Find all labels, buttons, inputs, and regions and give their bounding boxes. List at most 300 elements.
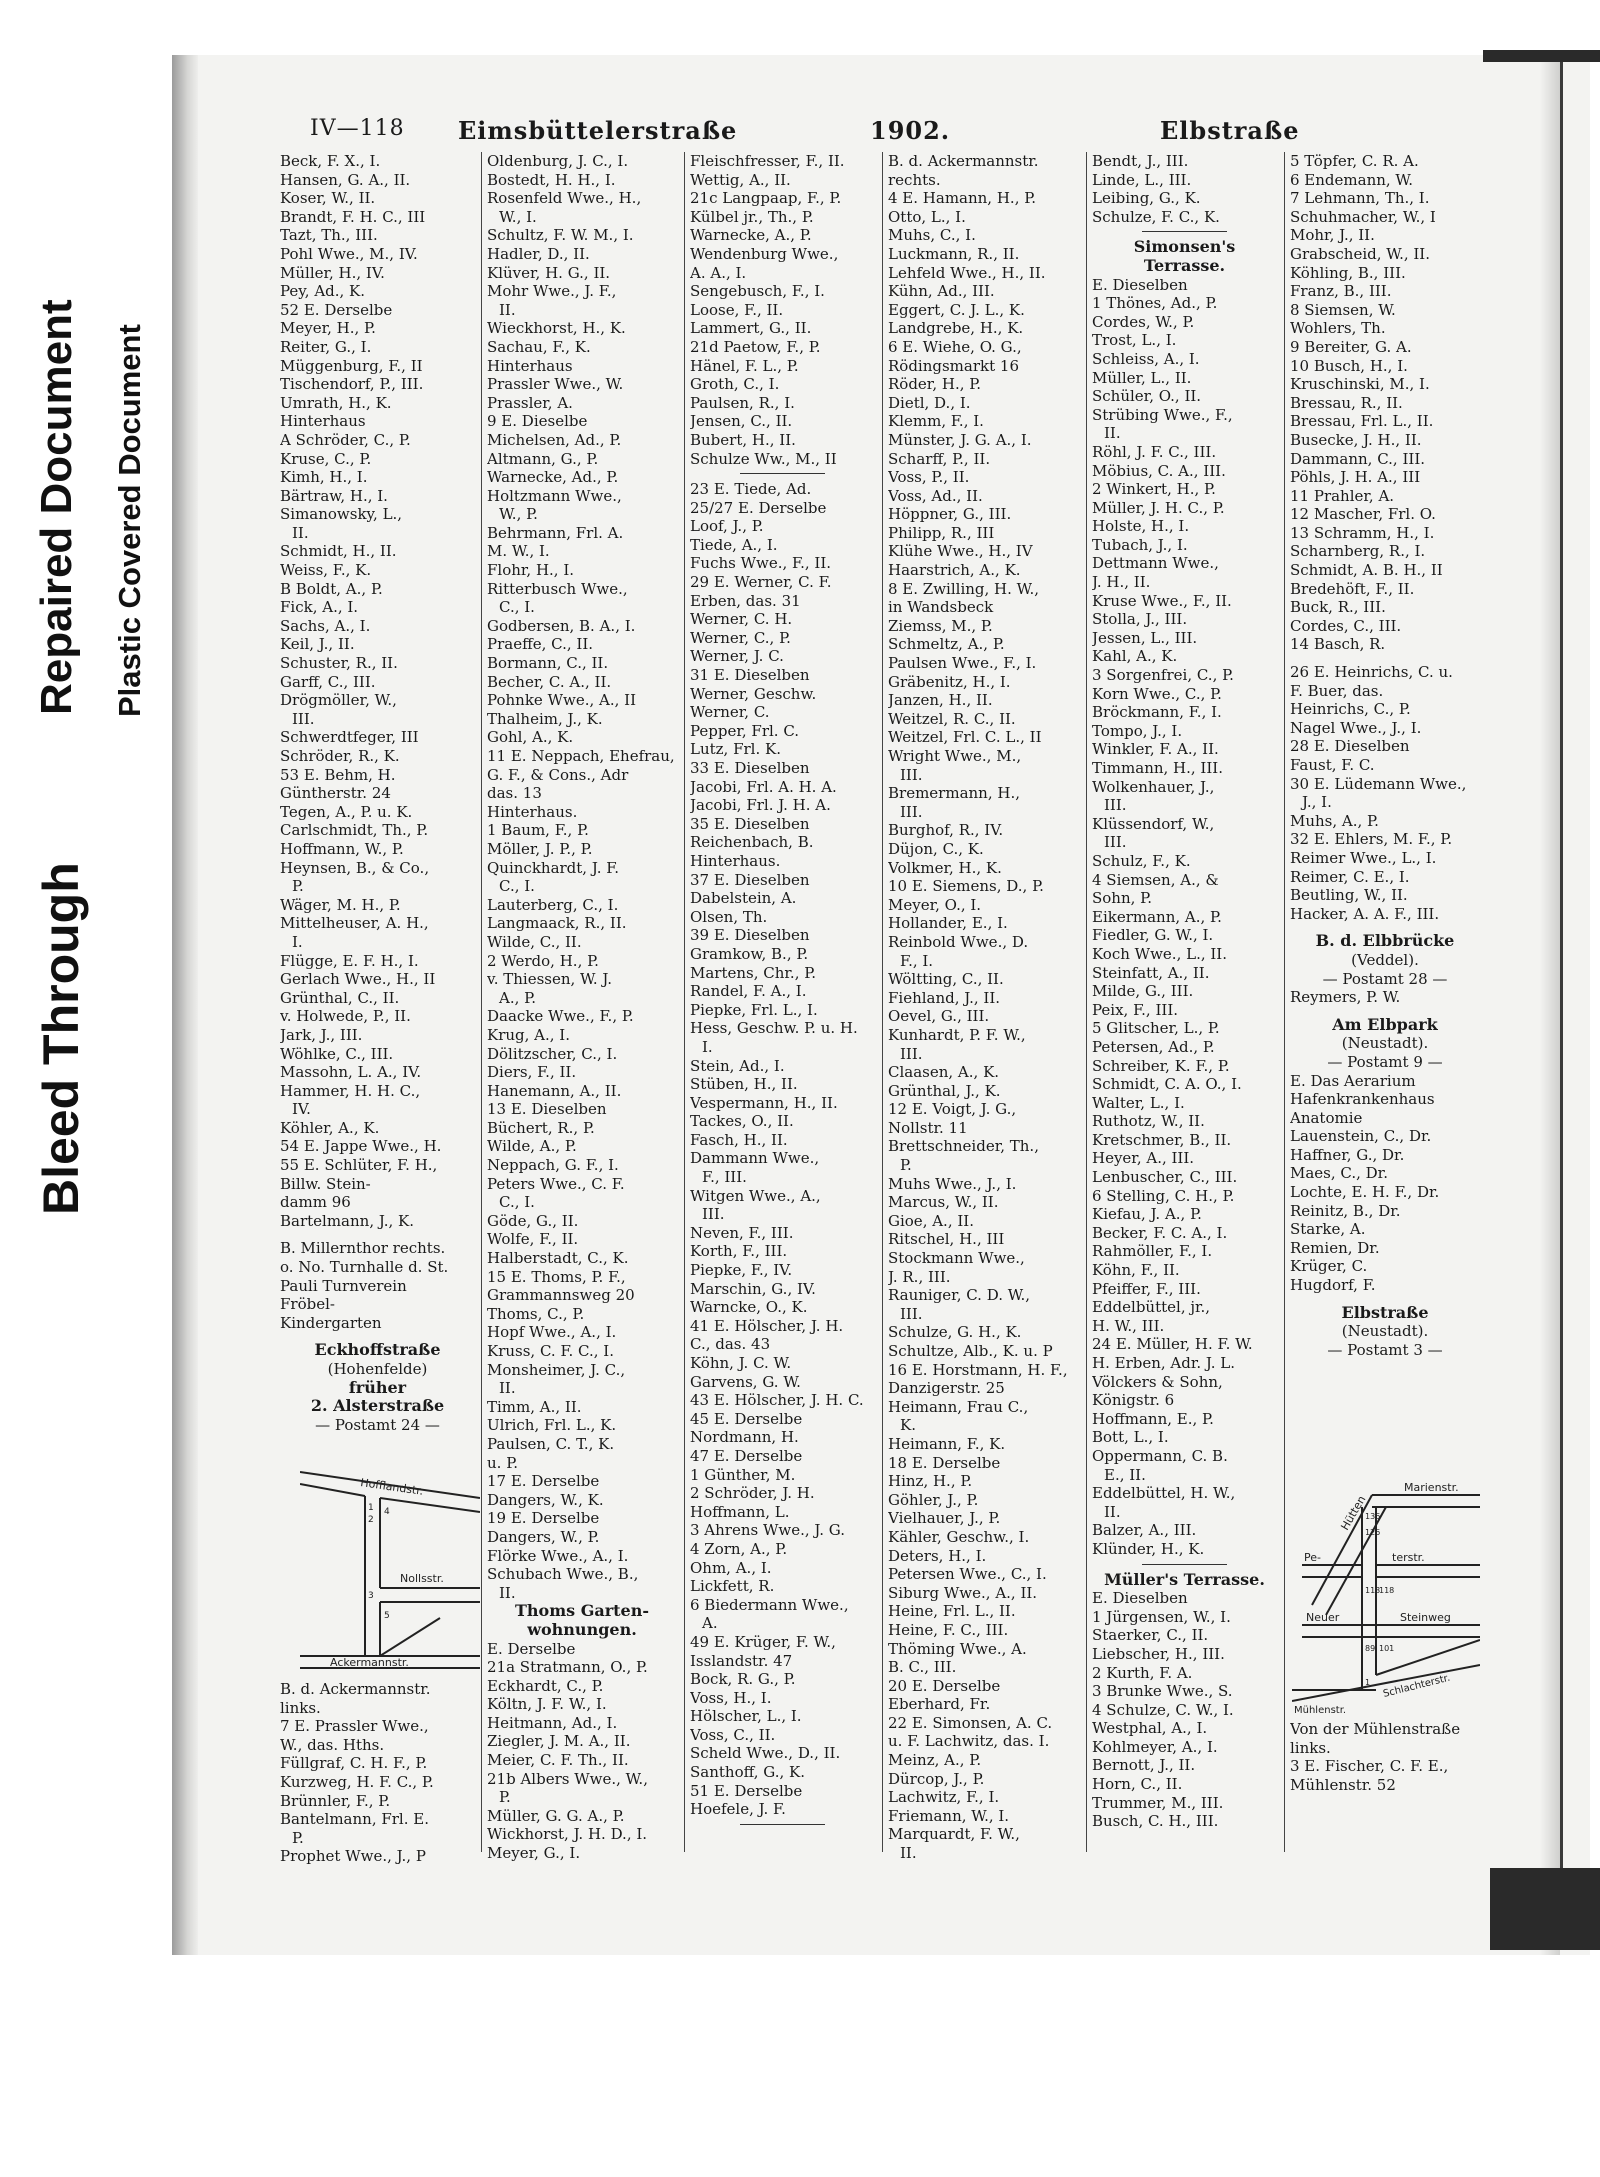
directory-entry	[1290, 1295, 1480, 1304]
directory-entry: Cordes, C., III.	[1290, 616, 1402, 635]
directory-entry: Kruss, C. F. C., I.	[487, 1342, 614, 1360]
directory-entry: Staerker, C., II.	[1092, 1626, 1209, 1645]
directory-entry: 22 E. Simonsen, A. C.	[888, 1713, 1053, 1732]
directory-entry: Erben, das. 31	[690, 591, 801, 610]
column-6	[1290, 152, 1480, 1359]
directory-entry: Groth, C., I.	[690, 375, 780, 394]
directory-entry: Schröder, R., K.	[280, 747, 400, 765]
directory-entry: Warnecke, Ad., P.	[487, 468, 619, 487]
directory-entry: Gohl, A., K.	[487, 728, 574, 747]
directory-entry: 7 E. Prassler Wwe.,	[280, 1717, 429, 1736]
directory-entry: Meyer, O., I.	[888, 895, 982, 914]
directory-entry: 8 E. Zwilling, H. W.,	[888, 579, 1039, 598]
directory-entry: Wilde, C., II.	[487, 932, 582, 951]
directory-entry: Friemann, W., I.	[888, 1806, 1010, 1825]
directory-entry: III.	[292, 709, 315, 728]
directory-page	[280, 110, 1480, 1910]
directory-entry: Tegen, A., P. u. K.	[280, 802, 413, 821]
directory-entry: Müggenburg, F., II	[280, 356, 423, 375]
directory-entry: Stolla, J., III.	[1092, 610, 1188, 629]
directory-entry	[280, 1332, 475, 1341]
map-number: 2	[368, 1515, 374, 1525]
directory-entry: I.	[292, 932, 303, 951]
directory-entry: Simanowsky, L.,	[280, 505, 403, 524]
directory-entry: Anatomie	[1290, 1108, 1363, 1127]
directory-entry: II.	[499, 1583, 516, 1602]
directory-entry: Köhn, J. C. W.	[690, 1354, 792, 1372]
directory-entry: Bernott, J., II.	[1092, 1756, 1196, 1775]
directory-entry: Scharff, P., II.	[888, 449, 991, 468]
directory-entry: Volkmer, H., K.	[888, 858, 1002, 877]
directory-entry: 37 E. Dieselben	[690, 870, 810, 889]
directory-entry: Heine, Frl. L., II.	[888, 1602, 1016, 1621]
directory-entry: 4 Schulze, C. W., I.	[1092, 1700, 1234, 1719]
directory-entry: Ritterbusch Wwe.,	[487, 579, 628, 598]
directory-entry: 24 E. Müller, H. F. W.	[1092, 1335, 1253, 1354]
directory-entry: A Schröder, C., P.	[280, 430, 411, 449]
directory-entry: 2 Schröder, J. H.	[690, 1484, 815, 1503]
directory-entry: Drögmöller, W.,	[280, 691, 397, 710]
directory-entry: Faust, F. C.	[1290, 756, 1375, 774]
directory-entry: Luckmann, R., II.	[888, 244, 1020, 263]
directory-entry: C., das. 43	[690, 1335, 771, 1354]
directory-entry: III.	[900, 765, 923, 784]
directory-entry: Heine, F. C., III.	[888, 1620, 1009, 1639]
directory-entry: Voss, P., II.	[888, 468, 970, 487]
directory-entry: F., III.	[702, 1168, 747, 1187]
directory-entry: Pohnke Wwe., A., II	[487, 691, 636, 710]
directory-entry: 39 E. Dieselben	[690, 926, 810, 945]
section-heading: Terrasse.	[1143, 256, 1226, 275]
directory-entry: Grammannsweg 20	[487, 1286, 635, 1305]
directory-entry: Bredehöft, F., II.	[1290, 579, 1415, 598]
directory-entry: Lehfeld Wwe., H., II.	[888, 263, 1046, 282]
directory-entry: Hölscher, L., I.	[690, 1707, 802, 1726]
directory-entry: Meyer, H., P.	[280, 319, 376, 338]
directory-entry: Bröckmann, F., I.	[1092, 703, 1222, 722]
directory-entry: 35 E. Dieselben	[690, 814, 810, 833]
directory-entry: Steinfatt, A., II.	[1092, 963, 1210, 982]
directory-entry: Eddelbüttel, jr.,	[1092, 1298, 1211, 1317]
directory-entry: Isslandstr. 47	[690, 1651, 793, 1670]
directory-entry: Korn Wwe., C., P.	[1092, 684, 1222, 703]
directory-entry: Gramkow, B., P.	[690, 944, 809, 963]
directory-entry: u. F. Lachwitz, das. I.	[888, 1732, 1050, 1751]
directory-entry: Kurzweg, H. F. C., P.	[280, 1772, 434, 1791]
map-label-neuer: Neuer	[1306, 1611, 1340, 1624]
directory-entry: Westphal, A., I.	[1092, 1719, 1208, 1738]
directory-entry: Ohm, A., I.	[690, 1558, 772, 1577]
directory-entry: Holtzmann Wwe.,	[487, 486, 622, 505]
directory-entry: 3 Sorgenfrei, C., P.	[1092, 666, 1234, 685]
section-heading: B. d. Elbbrücke	[1315, 932, 1455, 951]
directory-entry: Deters, H., I.	[888, 1546, 987, 1565]
directory-entry: 20 E. Derselbe	[888, 1676, 1001, 1695]
directory-entry: 21d Paetow, F., P.	[690, 337, 821, 356]
directory-entry: 54 E. Jappe Wwe., H.	[280, 1137, 442, 1156]
directory-entry: W., P.	[499, 505, 538, 524]
directory-entry: Klüver, H. G., II.	[487, 263, 611, 282]
directory-entry: E. Das Aerarium	[1290, 1071, 1416, 1090]
directory-entry: Klühe Wwe., H., IV	[888, 542, 1033, 561]
directory-entry: Schultz, F. W. M., I.	[487, 226, 634, 245]
directory-entry: 10 Busch, H., I.	[1290, 356, 1408, 375]
directory-entry: Praeffe, C., II.	[487, 635, 594, 654]
directory-entry: (Hohenfelde)	[327, 1360, 428, 1378]
directory-entry: 41 E. Hölscher, J. H.	[690, 1316, 844, 1335]
section-heading: Elbstraße	[1341, 1303, 1429, 1322]
directory-entry: Jark, J., III.	[280, 1025, 363, 1044]
directory-entry: 17 E. Derselbe	[487, 1472, 600, 1491]
directory-entry: Pey, Ad., K.	[280, 282, 366, 301]
directory-entry: Petersen, Ad., P.	[1092, 1037, 1215, 1056]
directory-entry: Langmaack, R., II.	[487, 914, 627, 933]
directory-entry: 3 E. Fischer, C. F. E.,	[1290, 1757, 1449, 1776]
directory-entry: 9 E. Dieselbe	[487, 412, 588, 431]
map-number: 5	[384, 1611, 390, 1621]
directory-entry: Dabelstein, A.	[690, 889, 797, 908]
directory-entry: Wolkenhauer, J.,	[1092, 777, 1215, 796]
section-heading: Müller's Terrasse.	[1104, 1570, 1265, 1589]
column-6-bottom	[1290, 1720, 1480, 1794]
directory-entry: Wickhorst, J. H. D., I.	[487, 1825, 648, 1844]
directory-entry: Schubach Wwe., B.,	[487, 1565, 639, 1584]
directory-entry: Trummer, M., III.	[1092, 1793, 1224, 1812]
directory-entry: Siburg Wwe., A., II.	[888, 1583, 1038, 1602]
directory-entry	[1290, 654, 1480, 663]
directory-entry: 21a Stratmann, O., P.	[487, 1658, 648, 1677]
directory-entry: Carlschmidt, Th., P.	[280, 821, 429, 840]
directory-entry: Hafenkrankenhaus	[1290, 1090, 1435, 1109]
directory-entry: Cordes, W., P.	[1092, 312, 1195, 331]
directory-entry: Becker, F. C. A., I.	[1092, 1223, 1228, 1242]
directory-entry: Lauterberg, C., I.	[487, 895, 619, 914]
directory-entry: 45 E. Derselbe	[690, 1409, 803, 1428]
directory-entry: Stockmann Wwe.,	[888, 1249, 1025, 1268]
directory-entry: Voss, Ad., II.	[888, 486, 983, 505]
directory-entry: Röhl, J. F. C., III.	[1092, 442, 1217, 461]
directory-entry: Wieckhorst, H., K.	[487, 319, 626, 338]
directory-entry: W., das. Hths.	[280, 1735, 385, 1754]
directory-entry: v. Thiessen, W. J.	[487, 970, 612, 989]
directory-entry: — Postamt 3 —	[1327, 1340, 1443, 1359]
directory-entry: Piepke, F., IV.	[690, 1261, 793, 1280]
directory-entry: J. R., III.	[888, 1267, 951, 1286]
directory-entry: Marschin, G., IV.	[690, 1279, 816, 1298]
directory-entry: Oppermann, C. B.	[1092, 1446, 1228, 1465]
directory-entry: Güntherstr. 24	[280, 784, 391, 803]
directory-entry: Füllgraf, C. H. F., P.	[280, 1754, 428, 1773]
directory-entry: Meier, C. F. Th., II.	[487, 1751, 629, 1770]
directory-entry: Schüler, O., II.	[1092, 387, 1202, 406]
directory-entry: Eberhard, Fr.	[888, 1695, 991, 1714]
directory-entry: 11 E. Neppach, Ehefrau,	[487, 747, 675, 765]
directory-entry: Krug, A., I.	[487, 1025, 571, 1044]
directory-entry: M. W., I.	[487, 542, 550, 561]
directory-entry: E. Dieselben	[1092, 275, 1188, 294]
directory-entry: Horn, C., II.	[1092, 1775, 1183, 1794]
directory-entry: Ziemss, M., P.	[888, 616, 993, 635]
directory-entry: Hopf Wwe., A., I.	[487, 1323, 617, 1342]
directory-entry: F. Buer, das.	[1290, 681, 1384, 700]
directory-entry: Schmidt, A. B. H., II	[1290, 561, 1443, 580]
map-number: 136	[1365, 1512, 1381, 1521]
directory-entry: Schmidt, C. A. O., I.	[1092, 1075, 1242, 1094]
page-edge-shadow	[1540, 55, 1560, 1955]
directory-entry: Mohr Wwe., J. F.,	[487, 282, 617, 301]
directory-entry: P.	[292, 1828, 304, 1847]
directory-entry: 18 E. Derselbe	[888, 1453, 1001, 1472]
map-number: 4	[384, 1507, 390, 1517]
directory-entry: Quinckhardt, J. F.	[487, 858, 620, 877]
map-number: 1	[1365, 1678, 1371, 1687]
directory-entry: Walter, L., I.	[1092, 1093, 1185, 1112]
section-rule	[1092, 1559, 1277, 1571]
directory-entry: Dürcop, J., P.	[888, 1769, 985, 1788]
section-heading: Simonsen's	[1133, 238, 1236, 257]
directory-entry: Jacobi, Frl. A. H. A.	[690, 777, 837, 796]
directory-entry: Oldenburg, J. C., I.	[487, 152, 629, 170]
directory-entry: Haarstrich, A., K.	[888, 561, 1021, 580]
map-number: 101	[1379, 1644, 1395, 1653]
directory-entry: Tischendorf, P., III.	[280, 375, 424, 394]
directory-entry: Hadler, D., II.	[487, 244, 590, 263]
map-label-schlachterstr: Schlachterstr.	[1382, 1672, 1452, 1700]
directory-entry: Muhs, C., I.	[888, 226, 976, 245]
directory-entry: Becher, C. A., II.	[487, 672, 612, 691]
directory-entry: Dietl, D., I.	[888, 393, 971, 412]
directory-entry: Wilde, A., P.	[487, 1137, 577, 1156]
directory-entry: Ruthotz, W., II.	[1092, 1112, 1205, 1131]
directory-entry: Hinz, H., P.	[888, 1472, 973, 1491]
directory-entry: das. 13	[487, 784, 542, 803]
directory-entry: Oevel, G., III.	[888, 1007, 990, 1026]
directory-entry: Bärtraw, H., I.	[280, 486, 388, 505]
directory-entry: 33 E. Dieselben	[690, 759, 810, 777]
directory-entry: Sengebusch, F., I.	[690, 282, 825, 301]
directory-entry: Remien, Dr.	[1290, 1238, 1380, 1257]
directory-entry: 13 E. Dieselben	[487, 1100, 607, 1119]
directory-entry: 47 E. Derselbe	[690, 1446, 803, 1465]
directory-entry: Flörke Wwe., A., I.	[487, 1546, 629, 1565]
directory-entry: 28 E. Dieselben	[1290, 737, 1410, 756]
directory-entry: I.	[702, 1037, 713, 1056]
directory-entry: E. Dieselben	[1092, 1589, 1188, 1608]
directory-entry: Jacobi, Frl. J. H. A.	[690, 796, 831, 815]
directory-entry: Ritschel, H., III	[888, 1230, 1005, 1249]
map-label-nollsstr: Nollsstr.	[400, 1572, 444, 1585]
directory-entry: Kunhardt, P. F. W.,	[888, 1025, 1026, 1044]
section-rule	[1092, 226, 1277, 238]
directory-entry: Müller, J. H. C., P.	[1092, 498, 1225, 517]
directory-entry: Heimann, F., K.	[888, 1434, 1006, 1453]
directory-entry: Heyer, A., III.	[1092, 1149, 1195, 1168]
directory-entry: Völckers & Sohn,	[1092, 1372, 1223, 1391]
directory-entry: Königstr. 6	[1092, 1391, 1175, 1410]
binding-edge	[172, 55, 198, 1955]
section-heading: Thoms Garten-	[514, 1602, 650, 1621]
directory-entry: Hoffmann, L.	[690, 1502, 790, 1521]
running-head	[310, 116, 1460, 156]
directory-entry: — Postamt 28 —	[1322, 969, 1448, 988]
column-1-bottom	[280, 1680, 475, 1866]
directory-entry: Münster, J. G. A., I.	[888, 430, 1032, 449]
directory-entry: E. Derselbe	[487, 1639, 576, 1658]
directory-entry: Krüger, C.	[1290, 1257, 1368, 1276]
directory-entry: Höppner, G., III.	[888, 505, 1012, 524]
directory-entry: C., I.	[499, 598, 535, 617]
directory-entry: 25/27 E. Derselbe	[690, 498, 827, 517]
directory-entry: Göhler, J., P.	[888, 1490, 979, 1509]
directory-entry: 21c Langpaap, F., P.	[690, 189, 842, 208]
directory-entry: Garvens, G. W.	[690, 1372, 801, 1391]
column-divider	[882, 152, 883, 1852]
directory-entry: Stüben, H., II.	[690, 1075, 798, 1094]
directory-entry: Hacker, A. A. F., III.	[1290, 904, 1440, 923]
directory-entry: Schulze, G. H., K.	[888, 1323, 1022, 1342]
section-heading: 2. Alsterstraße	[310, 1397, 445, 1416]
directory-entry: Jensen, C., II.	[690, 412, 793, 431]
map-label-peterstr-2: terstr.	[1392, 1551, 1425, 1564]
directory-entry: Rödingsmarkt 16	[888, 356, 1019, 375]
directory-entry: Beck, F. X., I.	[280, 152, 381, 170]
directory-entry: Marcus, W., II.	[888, 1193, 999, 1212]
directory-entry: P.	[292, 877, 304, 896]
directory-entry: Sachs, A., I.	[280, 616, 371, 635]
directory-entry: Bendt, J., III.	[1092, 152, 1189, 170]
directory-entry: Kretschmer, B., II.	[1092, 1130, 1232, 1149]
directory-entry: damm 96	[280, 1193, 351, 1212]
section-heading: wohnungen.	[527, 1620, 637, 1639]
directory-entry: 2 Winkert, H., P.	[1092, 480, 1216, 499]
directory-entry: 9 Bereiter, G. A.	[1290, 337, 1412, 356]
directory-entry: Rahmöller, F., I.	[1092, 1242, 1213, 1261]
directory-entry: II.	[1104, 1502, 1121, 1521]
directory-entry: Kruse, C., P.	[280, 449, 372, 468]
directory-entry: Janzen, H., II.	[888, 691, 993, 710]
directory-entry: 43 E. Hölscher, J. H. C.	[690, 1391, 864, 1410]
directory-entry: Schwerdtfeger, III	[280, 728, 419, 747]
directory-entry: Schmidt, H., II.	[280, 542, 397, 561]
section-heading: früher	[348, 1378, 407, 1397]
directory-entry: links.	[280, 1698, 321, 1717]
section-heading: Eckhoffstraße	[314, 1341, 441, 1360]
directory-entry: Müller, H., IV.	[280, 263, 385, 282]
directory-entry: Trost, L., I.	[1092, 331, 1177, 350]
directory-entry: Thoms, C., P.	[487, 1304, 585, 1323]
directory-entry: Schleiss, A., I.	[1092, 349, 1200, 368]
directory-entry: Kohlmeyer, A., I.	[1092, 1737, 1218, 1756]
directory-entry: Reymers, P. W.	[1290, 988, 1401, 1007]
directory-entry: Rosenfeld Wwe., H.,	[487, 189, 642, 208]
directory-entry: Prassler, A.	[487, 393, 573, 412]
directory-entry: 15 E. Thoms, P. F.,	[487, 1267, 626, 1286]
directory-entry: Kimh, H., I.	[280, 468, 368, 487]
directory-entry: Bormann, C., II.	[487, 654, 609, 673]
directory-entry: Köhn, F., II.	[1092, 1261, 1180, 1280]
column-divider	[684, 152, 685, 1852]
directory-entry: Kahl, A., K.	[1092, 647, 1178, 666]
directory-entry: 31 E. Dieselben	[690, 666, 810, 685]
directory-entry: Werner, C., P.	[690, 628, 791, 647]
directory-entry: 6 Biedermann Wwe.,	[690, 1595, 849, 1614]
year-heading: 1902.	[870, 116, 951, 145]
directory-entry: Weiss, F., K.	[280, 561, 372, 580]
directory-entry: B. C., III.	[888, 1658, 957, 1677]
directory-entry: 5 Glitscher, L., P.	[1092, 1019, 1220, 1038]
column-5	[1092, 152, 1277, 1831]
directory-entry: Scheld Wwe., D., II.	[690, 1744, 841, 1763]
directory-entry: Muhs, A., P.	[1290, 811, 1379, 830]
map-number: 113	[1365, 1586, 1381, 1595]
directory-entry: Werner, Geschw.	[690, 684, 817, 703]
section-rule	[690, 468, 875, 480]
directory-entry: Hinterhaus	[487, 356, 573, 375]
directory-entry: Fiedler, G. W., I.	[1092, 926, 1214, 945]
directory-entry: Martens, Chr., P.	[690, 963, 817, 982]
directory-entry: v. Holwede, P., II.	[280, 1007, 411, 1026]
column-2	[487, 152, 677, 1863]
directory-entry: Reimer Wwe., L., I.	[1290, 848, 1437, 867]
directory-entry: Milde, G., III.	[1092, 982, 1194, 1001]
directory-entry: 21b Albers Wwe., W.,	[487, 1769, 648, 1788]
directory-entry: o. No. Turnhalle d. St.	[280, 1258, 449, 1277]
directory-entry: Lachwitz, F., I.	[888, 1788, 1000, 1807]
directory-entry: Werner, C. H.	[690, 610, 793, 629]
directory-entry: Wöhlke, C., III.	[280, 1044, 394, 1063]
directory-entry: Wolfe, F., II.	[487, 1230, 579, 1249]
directory-entry: 4 Zorn, A., P.	[690, 1539, 788, 1558]
directory-entry: Kiefau, J. A., P.	[1092, 1205, 1202, 1224]
directory-entry: Wendenburg Wwe.,	[690, 244, 839, 263]
directory-entry: 1 Jürgensen, W., I.	[1092, 1607, 1231, 1626]
directory-entry: Bantelmann, Frl. E.	[280, 1810, 429, 1829]
column-4	[888, 152, 1078, 1863]
directory-entry: Burghof, R., IV.	[888, 821, 1004, 840]
directory-entry: Schulze, F. C., K.	[1092, 207, 1220, 226]
directory-entry: 4 E. Hamann, H., P.	[888, 189, 1037, 208]
directory-entry: Fasch, H., II.	[690, 1130, 788, 1149]
directory-entry: Piepke, Frl. L., I.	[690, 1000, 818, 1019]
directory-entry: Kindergarten	[280, 1313, 382, 1332]
directory-entry: Möller, J. P., P.	[487, 839, 593, 858]
directory-entry: 6 E. Wiehe, O. G.,	[888, 337, 1022, 356]
directory-entry: K.	[900, 1416, 916, 1435]
directory-entry: Fick, A., I.	[280, 598, 359, 617]
directory-entry: Werner, C.	[690, 703, 770, 722]
directory-entry: Buck, R., III.	[1290, 598, 1386, 617]
directory-entry: Weitzel, R. C., II.	[888, 709, 1016, 728]
map-number: 1	[368, 1503, 374, 1513]
map-number: 89	[1365, 1644, 1376, 1653]
directory-entry: Hammer, H. H. C.,	[280, 1081, 421, 1100]
directory-entry: u. P.	[487, 1453, 519, 1472]
binder-clip-bottom	[1490, 1868, 1600, 1950]
directory-entry: Neven, F., III.	[690, 1223, 794, 1242]
page-number: IV—118	[310, 116, 405, 141]
directory-entry: 30 E. Lüdemann Wwe.,	[1290, 774, 1467, 793]
directory-entry: Winkler, F. A., II.	[1092, 740, 1219, 759]
directory-entry: Reiter, G., I.	[280, 337, 372, 356]
directory-entry: Tazt, Th., III.	[280, 226, 378, 245]
directory-entry: Bubert, H., II.	[690, 430, 796, 449]
directory-entry: Voss, H., I.	[690, 1688, 772, 1707]
directory-entry: Wright Wwe., M.,	[888, 747, 1022, 765]
directory-entry: Kühn, Ad., III.	[888, 282, 995, 301]
street-map-alsterstrasse	[300, 1468, 480, 1678]
side-labels	[0, 0, 170, 2177]
directory-entry: Hugdorf, F.	[1290, 1276, 1376, 1295]
